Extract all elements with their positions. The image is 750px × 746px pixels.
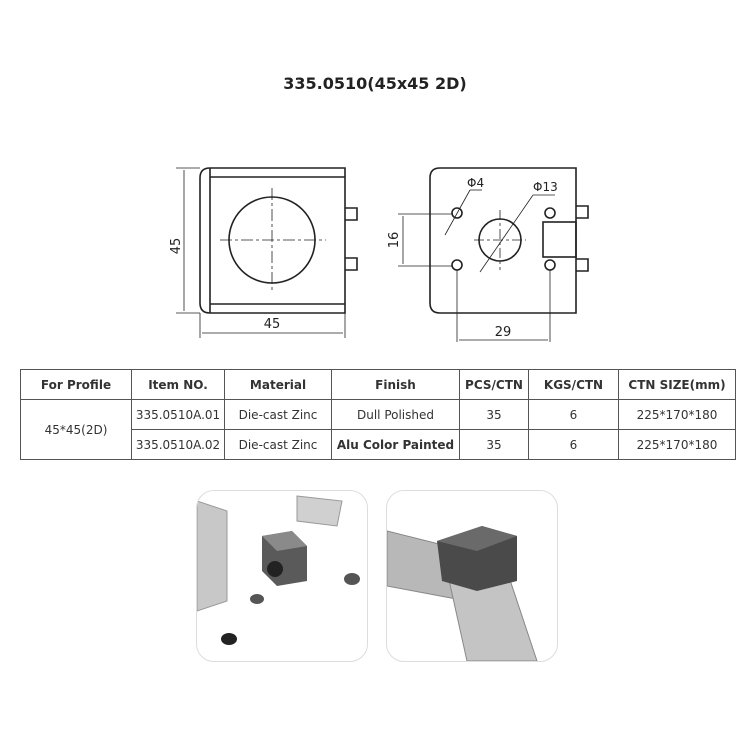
finish-cell: Dull Polished — [332, 400, 460, 430]
technical-drawing — [0, 0, 750, 360]
header-cell: KGS/CTN — [529, 370, 619, 400]
profile-cell: 45*45(2D) — [21, 400, 132, 460]
hole-diameter: Φ4 — [467, 176, 485, 190]
table-header-row — [21, 370, 736, 400]
kgs-cell: 6 — [529, 430, 619, 460]
hole-spacing-horizontal: 29 — [494, 325, 512, 340]
front-view — [200, 168, 357, 313]
header-cell: Material — [225, 370, 332, 400]
pcs-cell: 35 — [460, 430, 529, 460]
header-cell: For Profile — [21, 370, 132, 400]
spec-table — [20, 369, 736, 460]
width-dimension: 45 — [263, 317, 281, 332]
header-cell: Finish — [332, 370, 460, 400]
size-cell: 225*170*180 — [619, 400, 736, 430]
item-cell: 335.0510A.01 — [132, 400, 225, 430]
table-row — [21, 400, 736, 430]
material-cell: Die-cast Zinc — [225, 430, 332, 460]
product-photo-exploded — [196, 490, 368, 662]
item-cell: 335.0510A.02 — [132, 430, 225, 460]
header-cell: CTN SIZE(mm) — [619, 370, 736, 400]
finish-cell: Alu Color Painted — [332, 430, 460, 460]
page-title: 335.0510(45x45 2D) — [283, 74, 467, 93]
center-hole-diameter: Φ13 — [533, 180, 558, 194]
product-photo-assembled — [386, 490, 558, 662]
size-cell: 225*170*180 — [619, 430, 736, 460]
header-cell: Item NO. — [132, 370, 225, 400]
hole-spacing-vertical: 16 — [387, 231, 402, 249]
side-view — [430, 168, 588, 313]
height-dimension: 45 — [169, 237, 184, 255]
pcs-cell: 35 — [460, 400, 529, 430]
material-cell: Die-cast Zinc — [225, 400, 332, 430]
header-cell: PCS/CTN — [460, 370, 529, 400]
kgs-cell: 6 — [529, 400, 619, 430]
